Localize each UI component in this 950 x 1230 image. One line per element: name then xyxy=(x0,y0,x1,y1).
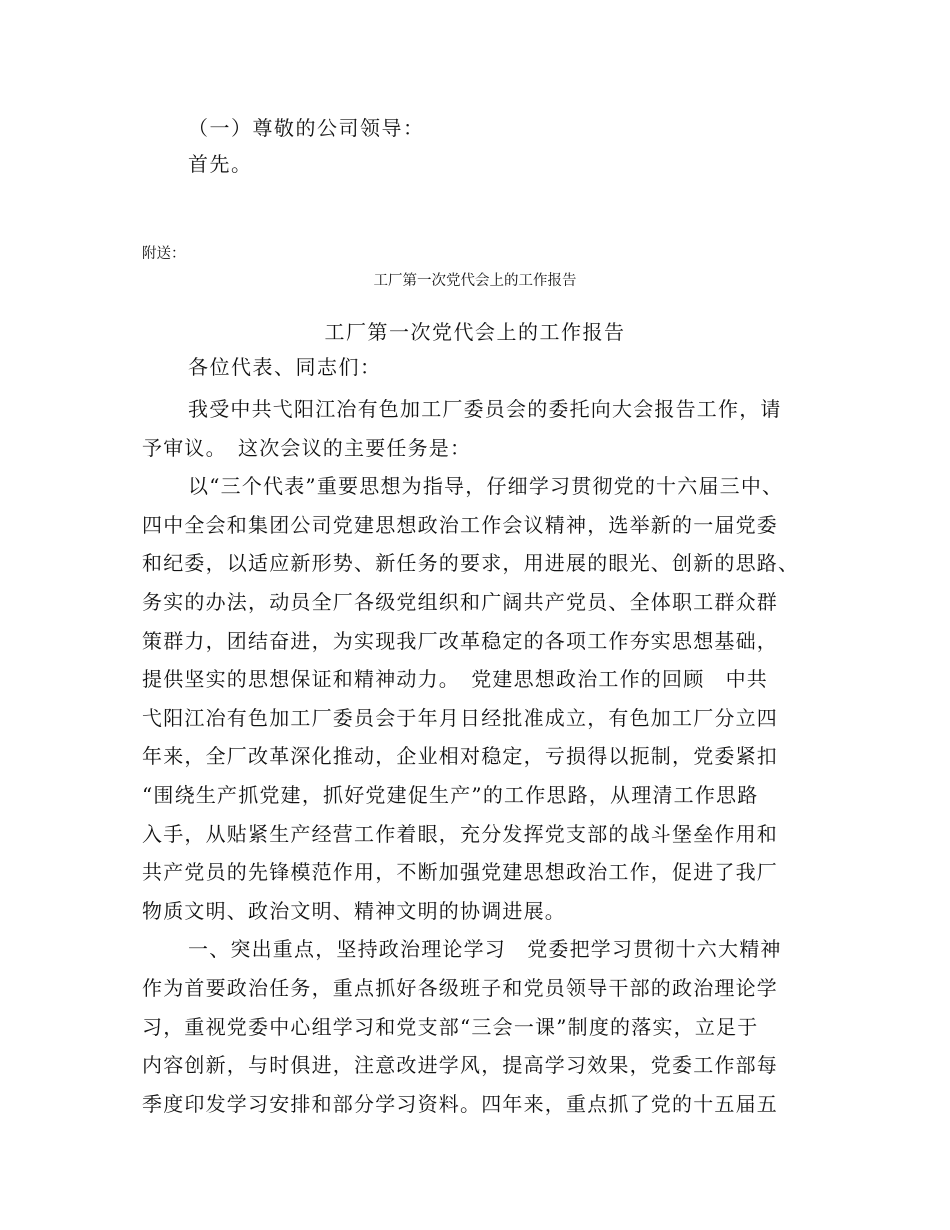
paragraph-line: 以“三个代表”重要思想为指导，仔细学习贯彻党的十六届三中、 xyxy=(188,474,784,499)
attachment-label: 附送： xyxy=(142,246,186,262)
report-body xyxy=(142,390,822,1123)
paragraph-line: 年来，全厂改革深化推动，企业相对稳定，亏损得以扼制，党委紧扣 xyxy=(142,744,778,769)
paragraph-line: 习，重视党委中心组学习和党支部“三会一课”制度的落实，立足于 xyxy=(142,1014,759,1039)
paragraph-line: 物质文明、政治文明、精神文明的协调进展。 xyxy=(142,898,566,923)
paragraph-line: 内容创新，与时俱进，注意改进学风，提高学习效果，党委工作部每 xyxy=(142,1053,778,1078)
paragraph-line: 策群力，团结奋进，为实现我厂改革稳定的各项工作夯实思想基础， xyxy=(142,628,778,653)
paragraph-line: 共产党员的先锋模范作用，不断加强党建思想政治工作，促进了我厂 xyxy=(142,860,778,885)
header-first: 首先。 xyxy=(188,152,253,176)
paragraph-line: 予审议。 这次会议的主要任务是： xyxy=(142,435,472,460)
attachment-subtitle: 工厂第一次党代会上的工作报告 xyxy=(373,273,577,289)
paragraph-line: 入手，从贴紧生产经营工作着眼，充分发挥党支部的战斗堡垒作用和 xyxy=(142,821,778,846)
header-greeting: （一）尊敬的公司领导： xyxy=(188,116,425,140)
paragraph-line: 提供坚实的思想保证和精神动力。 党建思想政治工作的回顾 中共 xyxy=(142,667,768,692)
paragraph-line: 和纪委，以适应新形势、新任务的要求，用进展的眼光、创新的思路、 xyxy=(142,551,800,576)
paragraph-line: 一、突出重点，坚持政治理论学习 党委把学习贯彻十六大精神 xyxy=(188,937,782,962)
paragraph-line: 弋阳江冶有色加工厂委员会于年月日经批准成立，有色加工厂分立四 xyxy=(142,705,778,730)
paragraph-line: 四中全会和集团公司党建思想政治工作会议精神，选举新的一届党委 xyxy=(142,512,778,537)
paragraph-line: “围绕生产抓党建，抓好党建促生产”的工作思路，从理清工作思路 xyxy=(142,782,759,807)
paragraph-line: 我受中共弋阳江冶有色加工厂委员会的委托向大会报告工作，请 xyxy=(188,397,782,421)
paragraph-line: 务实的办法，动员全厂各级党组织和广阔共产党员、全体职工群众群 xyxy=(142,589,778,614)
paragraph-line: 季度印发学习安排和部分学习资料。四年来，重点抓了党的十五届五 xyxy=(142,1091,778,1116)
paragraph-line: 作为首要政治任务，重点抓好各级班子和党员领导干部的政治理论学 xyxy=(142,975,778,1000)
report-salutation: 各位代表、同志们： xyxy=(188,355,382,379)
report-title: 工厂第一次党代会上的工作报告 xyxy=(324,320,626,344)
